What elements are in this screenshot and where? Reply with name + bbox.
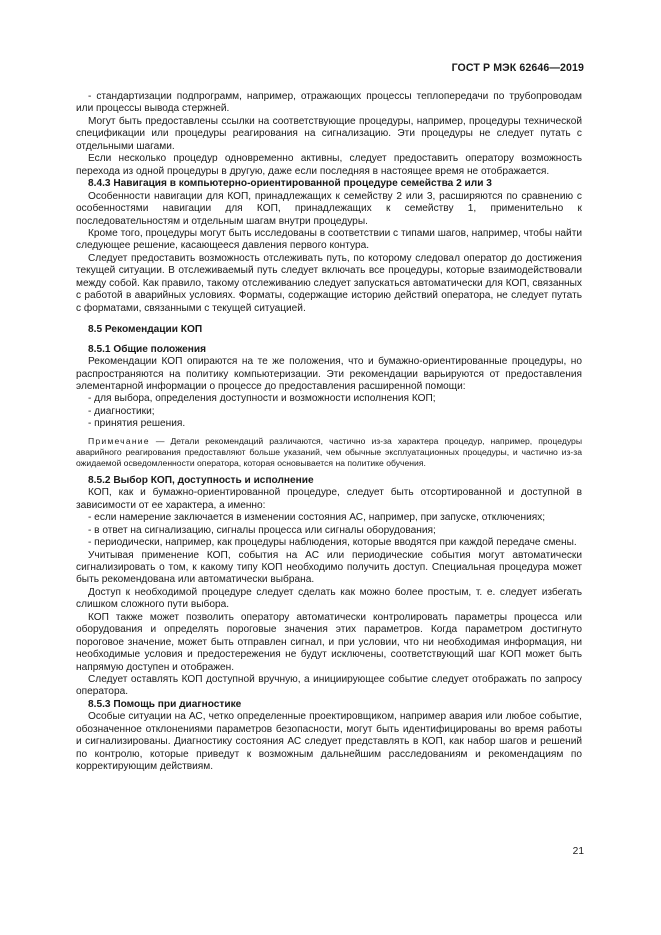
paragraph: Особенности навигации для КОП, принадлежащих к семейству 2 или 3, расширяются по сравнению с особенностями навигации для КОП, принадлежащих к семейству 1, применительно к последовательностям и отдельным шагам внутри процедуры. [76, 190, 582, 227]
document-code: ГОСТ Р МЭК 62646—2019 [451, 62, 584, 74]
note [76, 436, 582, 469]
list-item: - в ответ на сигнализацию, сигналы процесса или сигналы оборудования; [88, 524, 436, 536]
page-number: 21 [572, 846, 584, 857]
note-text: — Детали рекомендаций различаются, частично из-за характера процедур, например, процедуры аварийного реагирования предоставляют больше указаний, чем обычные эксплуатационных процедуры, и частично из-за ожидаемой осведомленности оператора, которая основывается на политике обучения. [76, 435, 582, 468]
paragraph: Доступ к необходимой процедуре следует сделать как можно более простым, т. е. следует избегать слишком сложного пути выбора. [76, 586, 582, 611]
paragraph: Следует оставлять КОП доступной вручную, а инициирующее событие следует отображать по запросу оператора. [76, 674, 582, 698]
section-heading-8-4-3: 8.4.3 Навигация в компьютерно-ориентированной процедуре семейства 2 или 3 [88, 178, 492, 190]
list-item: - периодически, например, как процедуры наблюдения, которые вводятся при каждой передаче смены. [88, 537, 577, 549]
paragraph: Могут быть предоставлены ссылки на соответствующие процедуры, например, процедуры технической спецификации или процедуры реагирования на сигнализацию. Эти процедуры не следует путать с отдельными шагами. [76, 115, 582, 152]
paragraph: Кроме того, процедуры могут быть исследованы в соответствии с типами шагов, например, чтобы найти следующее решение, касающееся давления первого контура. [76, 227, 582, 252]
section-heading-8-5-2: 8.5.2 Выбор КОП, доступность и исполнение [88, 474, 314, 486]
paragraph: - стандартизации подпрограмм, например, отражающих процессы теплопередачи по трубопроводам или процессы вывода стержней. [76, 91, 582, 115]
paragraph: Следует предоставить возможность отслеживать путь, по которому следовал оператор до достижения текущей ситуации. В отслеживаемый путь следует включать все процедуры, которые взаимодействовали между собой. Как правило, такому отслеживанию следует запускаться автоматически для КОП, связанных с работой в аварийных условиях. Форматы, содержащие историю действий оператора, не следует путать с форматами, связанными с текущей ситуацией. [76, 252, 582, 314]
list-item: - если намерение заключается в изменении состояния АС, например, при запуске, отключениях; [88, 512, 546, 524]
section-heading-8-5-1: 8.5.1 Общие положения [88, 343, 206, 355]
note-label: Примечание [88, 435, 150, 446]
main-text [76, 91, 582, 774]
paragraph: Учитывая применение КОП, события на АС или периодические события могут автоматически сигнализировать о том, к какому типу КОП необходимо получить доступ. Специальная процедура может быть рекомендована или автоматически выбрана. [76, 549, 582, 586]
list-item: - для выбора, определения доступности и возможности исполнения КОП; [88, 393, 436, 405]
paragraph: Рекомендации КОП опираются на те же положения, что и бумажно-ориентированные процедуры, но распространяются на политику компьютеризации. Эти рекомендации варьируются от предоставления элементарной информации о процессе до предоставления расширенной помощи: [76, 356, 582, 392]
section-heading-8-5: 8.5 Рекомендации КОП [88, 324, 203, 336]
list-item: - принятия решения. [88, 418, 186, 430]
paragraph: КОП также может позволить оператору автоматически контролировать параметры процесса или оборудования и определять пороговые значения этих параметров. Когда параметром достигнуто пороговое значение, может быть отправлен сигнал, и при условии, что ни необходимая информация, ни необходимые условия и предостережения не будут исключены, соответствующий шаг КОП может быть напрямую доступен и отображен. [76, 611, 582, 673]
paragraph: КОП, как и бумажно-ориентированной процедуре, следует быть отсортированной и доступной в зависимости от ее характера, а именно: [76, 487, 582, 511]
section-heading-8-5-3: 8.5.3 Помощь при диагностике [88, 698, 242, 710]
list-item: - диагностики; [88, 405, 155, 417]
paragraph: Особые ситуации на АС, четко определенные проектировщиком, например авария или любое событие, обозначенное отклонениями параметров безопасности, могут быть идентифицированы во время работы и сигнализированы. Диагностику состояния АС следует представлять в КОП, как набор шагов и решений по контролю, которые приведут к возможным дальнейшим расследованиям и рекомендациям по корректирующим действиям. [76, 711, 582, 773]
paragraph: Если несколько процедур одновременно активны, следует предоставить оператору возможность перехода из одной процедуры в другую, даже если последняя в настоящее время не отображается. [76, 153, 582, 177]
